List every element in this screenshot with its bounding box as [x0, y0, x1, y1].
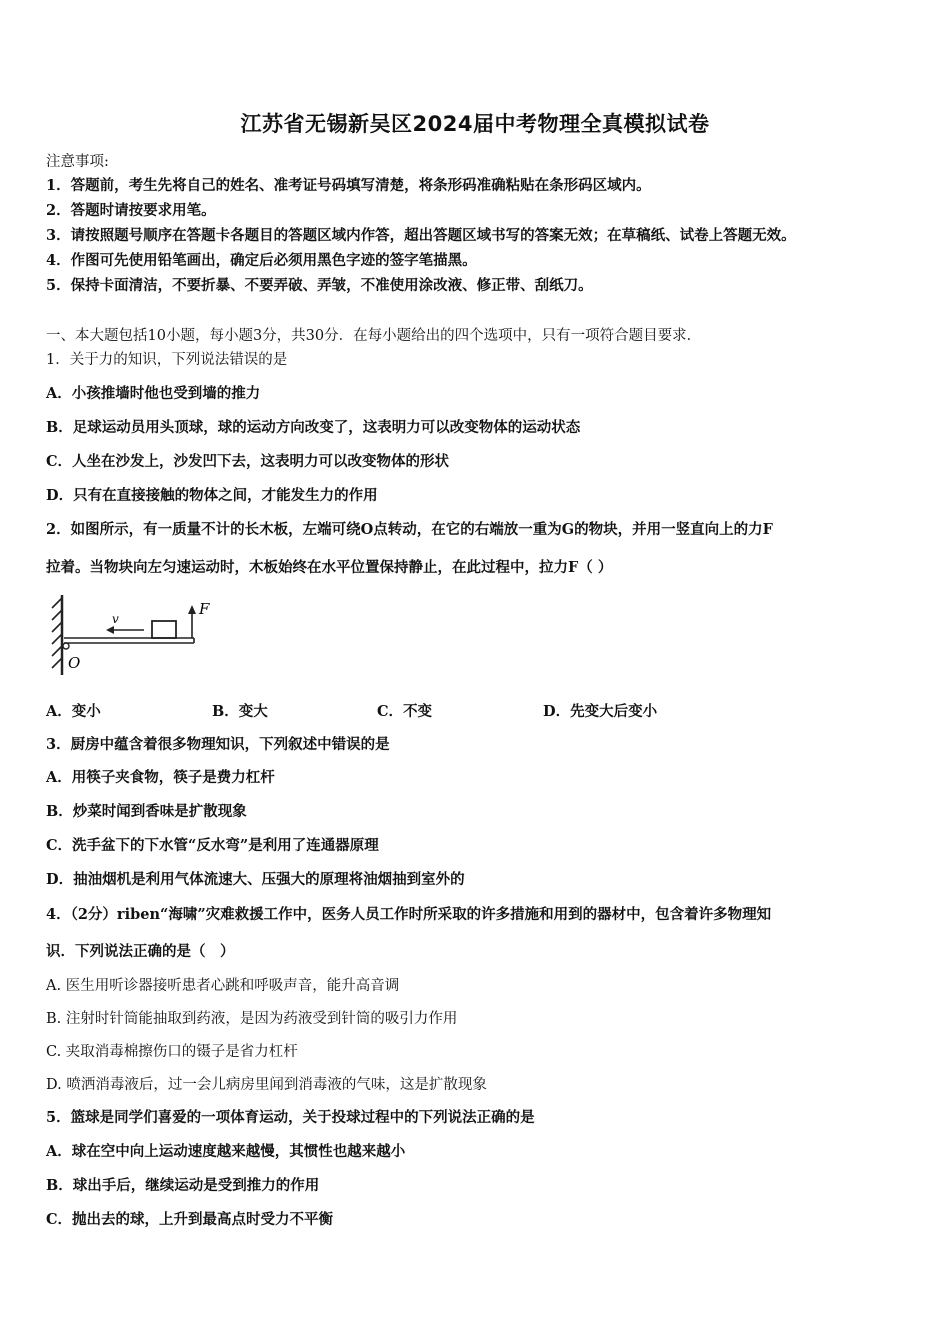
question-2-option-b: B．变大 — [212, 703, 268, 720]
question-5-stem: 5．篮球是同学们喜爱的一项体育运动，关于投球过程中的下列说法正确的是 — [46, 1109, 535, 1126]
question-4-option-a: A. 医生用听诊器接听患者心跳和呼吸声音，能升高音调 — [46, 978, 400, 994]
velocity-label: v — [112, 612, 119, 626]
question-2-stem: 2．如图所示，有一质量不计的长木板，左端可绕O点转动，在它的右端放一重为G的物块，并用一竖直向上的力F — [46, 521, 773, 538]
question-2-stem-cont: 拉着。当物块向左匀速运动时，木板始终在水平位置保持静止，在此过程中，拉力F（ ） — [46, 559, 613, 576]
notice-item: 5．保持卡面清洁，不要折暴、不要弄破、弄皱，不准使用涂改液、修正带、刮纸刀。 — [46, 277, 593, 294]
question-3-option-d: D．抽油烟机是利用气体流速大、压强大的原理将油烟抽到室外的 — [46, 871, 465, 888]
pivot-label: O — [68, 654, 81, 672]
lever-diagram — [44, 590, 224, 680]
pivot-point — [63, 643, 69, 649]
notice-item: 4．作图可先使用铅笔画出，确定后必须用黑色字迹的签字笔描黑。 — [46, 252, 477, 269]
question-3-stem: 3．厨房中蕴含着很多物理知识，下列叙述中错误的是 — [46, 736, 390, 753]
question-1-option-d: D．只有在直接接触的物体之间，才能发生力的作用 — [46, 487, 378, 504]
question-3-option-a: A．用筷子夹食物，筷子是费力杠杆 — [46, 769, 275, 786]
question-5-option-a: A．球在空中向上运动速度越来越慢，其惯性也越来越小 — [46, 1143, 406, 1160]
velocity-arrow — [106, 626, 144, 634]
question-4-stem: 4．（2分）riben“海啸”灾难救援工作中，医务人员工作时所采取的许多措施和用到的器材中，包含着许多物理知 — [46, 906, 772, 923]
notice-item: 1．答题前，考生先将自己的姓名、准考证号码填写清楚，将条形码准确粘贴在条形码区域内。 — [46, 177, 651, 194]
notice-heading: 注意事项: — [46, 154, 109, 170]
question-4-stem-cont: 识．下列说法正确的是（ ） — [46, 943, 235, 960]
section-heading: 一、本大题包括10小题，每小题3分，共30分．在每小题给出的四个选项中，只有一项符合题目要求． — [46, 328, 702, 344]
question-2-option-d: D．先变大后变小 — [543, 703, 658, 720]
question-1-option-a: A．小孩推墙时他也受到墙的推力 — [46, 385, 261, 402]
question-4-option-c: C. 夹取消毒棉擦伤口的镊子是省力杠杆 — [46, 1044, 298, 1060]
question-2-option-a: A．变小 — [46, 703, 101, 720]
page-title: 江苏省无锡新吴区2024届中考物理全真模拟试卷 — [240, 112, 710, 136]
notice-item: 2．答题时请按要求用笔。 — [46, 202, 216, 219]
force-label: F — [199, 600, 210, 618]
force-arrow — [188, 605, 196, 638]
question-4-option-d: D. 喷洒消毒液后，过一会儿病房里闻到消毒液的气味，这是扩散现象 — [46, 1077, 487, 1093]
question-5-option-b: B．球出手后，继续运动是受到推力的作用 — [46, 1177, 320, 1194]
question-5-option-c: C．抛出去的球，上升到最高点时受力不平衡 — [46, 1211, 334, 1228]
question-3-option-c: C．洗手盆下的下水管“反水弯”是利用了连通器原理 — [46, 837, 379, 854]
question-3-option-b: B．炒菜时闻到香味是扩散现象 — [46, 803, 247, 820]
notice-item: 3．请按照题号顺序在答题卡各题目的答题区域内作答，超出答题区域书写的答案无效；在草稿纸、试卷上答题无效。 — [46, 227, 796, 244]
question-2-option-c: C．不变 — [377, 703, 433, 720]
question-1-option-c: C．人坐在沙发上，沙发凹下去，这表明力可以改变物体的形状 — [46, 453, 450, 470]
block — [152, 621, 176, 638]
question-1-stem: 1．关于力的知识，下列说法错误的是 — [46, 352, 288, 368]
question-4-option-b: B. 注射时针筒能抽取到药液，是因为药液受到针筒的吸引力作用 — [46, 1011, 458, 1027]
question-1-option-b: B．足球运动员用头顶球，球的运动方向改变了，这表明力可以改变物体的运动状态 — [46, 419, 581, 436]
wall — [52, 595, 62, 675]
